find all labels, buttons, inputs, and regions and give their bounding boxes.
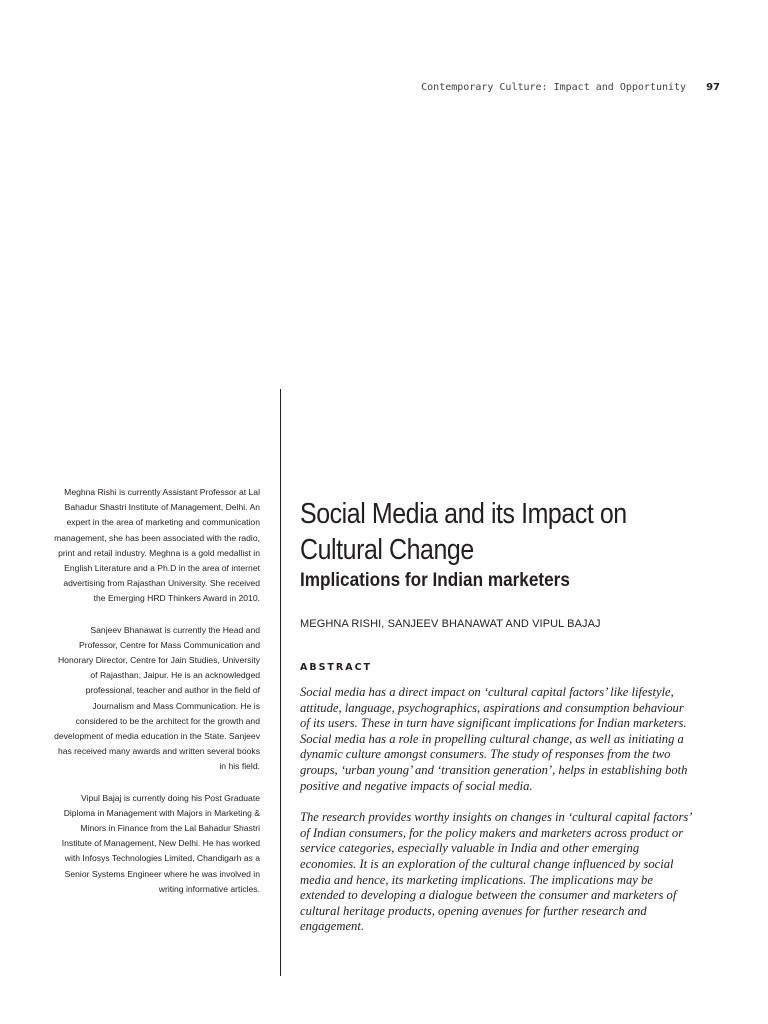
author-bio-vipul-bajaj: Vipul Bajaj is currently doing his Post Graduate Diploma in Management with Majors in Marketing & Minors in Finance from the Lal Bahadur Shastri Institute of Management, New Delhi. He has worked with Infosys Technologies Limited, Chandigarh as a Senior Systems Engineer where he was involved in writing informative articles. (61, 792, 260, 894)
abstract-paragraph: The research provides worthy insights on changes in ‘cultural capital factors’ of Indian consumers, for the policy makers and marketers across product or service categories, especially valuable in India and other emerging economies. It is an exploration of the cultural change influenced by social media and hence, its marketing implications. The implications may be extended to developing a dialogue between the consumer and marketers of cultural heritage products, opening avenues for further research and engagement. (300, 810, 692, 934)
article-header (300, 496, 700, 951)
column-divider (280, 389, 281, 976)
author-bio-meghna-rishi: Meghna Rishi is currently Assistant Professor at Lal Bahadur Shastri Institute of Management, Delhi. An expert in the area of marketing and communication management, she has been associated with the radio, print and retail industry. Meghna is a gold medallist in English Literature and a Ph.D in the area of internet advertising from Rajasthan University. She received the Emerging HRD Thinkers Award in 2010. (54, 487, 260, 604)
running-header (380, 82, 720, 98)
running-title: Contemporary Culture: Impact and Opportunity (421, 82, 687, 93)
author-bios (50, 485, 260, 913)
abstract-heading: ABSTRACT (300, 662, 373, 673)
abstract-body (300, 685, 692, 935)
article-title: Social Media and its Impact on Cultural Change (300, 498, 627, 566)
article-subtitle: Implications for Indian marketers (300, 569, 570, 591)
author-bio-sanjeev-bhanawat: Sanjeev Bhanawat is currently the Head and Professor, Centre for Mass Communication and Honorary Director, Centre for Jain Studies, University of Rajasthan, Jaipur. He is an acknowledged professional, teacher and author in the field of Journalism and Mass Communication. He is considered to be the architect for the growth and development of media education in the State. Sanjeev has received many awards and written several books in his field. (54, 624, 260, 772)
page-number: 97 (706, 82, 720, 93)
article-authors: MEGHNA RISHI, SANJEEV BHANAWAT AND VIPUL BAJAJ (300, 618, 601, 630)
abstract-paragraph: Social media has a direct impact on ‘cultural capital factors’ like lifestyle, attitude, language, psychographics, aspirations and consumption behaviour of its users. These in turn have significant implications for Indian marketers. Social media has a role in propelling cultural change, as well as initiating a dynamic culture amongst consumers. The study of responses from the two groups, ‘urban young’ and ‘transition generation’, helps in establishing both positive and negative impacts of social media. (300, 685, 688, 793)
